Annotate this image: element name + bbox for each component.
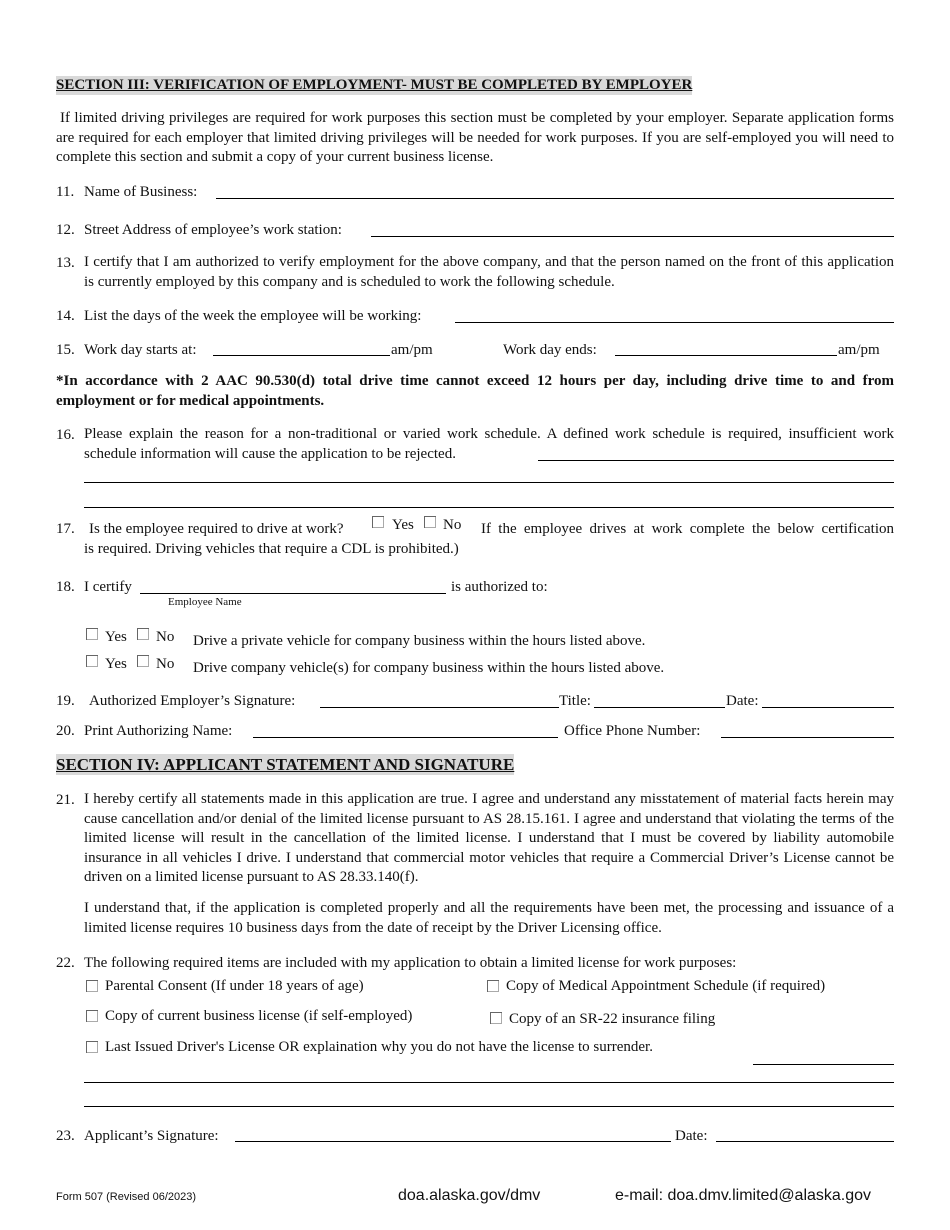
work-days-field[interactable] (455, 322, 894, 323)
email-contact[interactable]: e-mail: doa.dmv.limited@alaska.gov (615, 1187, 872, 1204)
authorized-to-label: is authorized to: (451, 579, 548, 595)
business-name-field[interactable] (216, 198, 894, 199)
explanation-field-2[interactable] (84, 1082, 894, 1083)
business-license-checkbox[interactable] (86, 1010, 98, 1022)
private-vehicle-option: Drive a private vehicle for company business within the hours listed above. (193, 633, 646, 649)
title-label: Title: (559, 693, 591, 709)
work-start-ampm: am/pm (391, 342, 433, 358)
applicant-date-field[interactable] (716, 1141, 894, 1142)
q11-number: 11. (56, 184, 75, 200)
certify-label: I certify (84, 579, 132, 595)
sr22-label: Copy of an SR-22 insurance filing (509, 1011, 716, 1027)
explanation-field-3[interactable] (84, 1106, 894, 1107)
q21-number: 21. (56, 792, 75, 808)
drivers-license-label: Last Issued Driver's License OR explaination why you do not have the license to surrender. (105, 1039, 653, 1055)
sr22-checkbox[interactable] (490, 1012, 502, 1024)
applicant-date-label: Date: (675, 1128, 708, 1144)
q17-instruction-b: is required. Driving vehicles that require a CDL is prohibited.) (84, 541, 459, 557)
street-address-field[interactable] (371, 236, 894, 237)
schedule-explanation-field-1[interactable] (538, 460, 894, 461)
explanation-field-1[interactable] (753, 1064, 894, 1065)
medical-schedule-label: Copy of Medical Appointment Schedule (if required) (506, 978, 826, 994)
q22-number: 22. (56, 955, 75, 971)
q22-intro: The following required items are included with my application to obtain a limited license for work purposes: (84, 955, 737, 971)
company-vehicle-no-checkbox[interactable] (137, 655, 149, 667)
company-vehicle-option: Drive company vehicle(s) for company business within the hours listed above. (193, 660, 665, 676)
q15-number: 15. (56, 342, 75, 358)
medical-schedule-checkbox[interactable] (487, 980, 499, 992)
q19-number: 19. (56, 693, 75, 709)
form-number: Form 507 (Revised 06/2023) (56, 1191, 197, 1203)
q13-certification-text: I certify that I am authorized to verify employment for the above company, and that the person named on the front of this application is currently employed by this company and is scheduled to work the following schedule. (84, 254, 894, 290)
section-3-heading: SECTION III: VERIFICATION OF EMPLOYMENT- MUST BE COMPLETED BY EMPLOYER (56, 77, 693, 93)
q17-instruction-a: If the employee drives at work complete the below certification (481, 521, 894, 537)
work-days-label: List the days of the week the employee will be working: (84, 308, 422, 324)
parental-consent-label: Parental Consent (If under 18 years of age) (105, 978, 364, 994)
q21-statement-2: I understand that, if the application is completed properly and all the requirements have been met, the processing and issuance of a limited license requires 10 business days from the date of receipt by the Driver Licensing office. (84, 900, 894, 936)
drive-at-work-no-label: No (443, 517, 462, 533)
employer-signature-field[interactable] (320, 707, 559, 708)
q21-statement-1: I hereby certify all statements made in this application are true. I agree and understand any misstatement of material facts herein may cause cancellation and/or denial of the limited license pursuant to AS 28.15.161. I agree and understand that violating the terms of the limited license will result in the cancellation of the limited license. I understand that I must be covered by liability automobile insurance in all vehicles I drive. I understand that commercial motor vehicles that require a Commercial Driver’s License cannot be driven on a limited license pursuant to AS 28.33.140(f). (84, 791, 894, 886)
applicant-signature-field[interactable] (235, 1141, 671, 1142)
schedule-explanation-field-2[interactable] (84, 482, 894, 483)
employee-name-field[interactable] (140, 593, 446, 594)
employer-date-field[interactable] (762, 707, 894, 708)
q23-number: 23. (56, 1128, 75, 1144)
title-field[interactable] (594, 707, 725, 708)
q16-explanation-text: Please explain the reason for a non-traditional or varied work schedule. A defined work schedule is required, insufficient work schedule information will cause the application to be rejected. (84, 426, 894, 462)
drive-time-notice: *In accordance with 2 AAC 90.530(d) total drive time cannot exceed 12 hours per day, including drive time to and from employment or for medical appointments. (56, 373, 894, 409)
private-vehicle-yes-checkbox[interactable] (86, 628, 98, 640)
work-start-field[interactable] (213, 355, 390, 356)
drive-at-work-yes-checkbox[interactable] (372, 516, 384, 528)
street-address-label: Street Address of employee’s work station: (84, 222, 342, 238)
office-phone-field[interactable] (721, 737, 894, 738)
schedule-explanation-field-3[interactable] (84, 507, 894, 508)
office-phone-label: Office Phone Number: (564, 723, 701, 739)
q14-number: 14. (56, 308, 75, 324)
business-name-label: Name of Business: (84, 184, 198, 200)
work-start-label: Work day starts at: (84, 342, 197, 358)
employer-signature-label: Authorized Employer’s Signature: (89, 693, 296, 709)
private-vehicle-yes-label: Yes (105, 629, 127, 645)
drivers-license-checkbox[interactable] (86, 1041, 98, 1053)
applicant-signature-label: Applicant’s Signature: (84, 1128, 219, 1144)
q20-number: 20. (56, 723, 75, 739)
private-vehicle-no-checkbox[interactable] (137, 628, 149, 640)
company-vehicle-yes-checkbox[interactable] (86, 655, 98, 667)
company-vehicle-no-label: No (156, 656, 175, 672)
business-license-label: Copy of current business license (if self-employed) (105, 1008, 413, 1024)
section-4-heading: SECTION IV: APPLICANT STATEMENT AND SIGNATURE (56, 755, 515, 774)
print-name-label: Print Authorizing Name: (84, 723, 233, 739)
q13-number: 13. (56, 255, 75, 271)
q18-number: 18. (56, 579, 75, 595)
employee-name-caption: Employee Name (168, 596, 242, 608)
drive-at-work-no-checkbox[interactable] (424, 516, 436, 528)
work-end-ampm: am/pm (838, 342, 880, 358)
drive-at-work-yes-label: Yes (392, 517, 414, 533)
print-name-field[interactable] (253, 737, 558, 738)
website-link[interactable]: doa.alaska.gov/dmv (398, 1187, 541, 1204)
private-vehicle-no-label: No (156, 629, 175, 645)
q12-number: 12. (56, 222, 75, 238)
work-end-label: Work day ends: (503, 342, 597, 358)
q17-number: 17. (56, 521, 75, 537)
q16-number: 16. (56, 427, 75, 443)
work-end-field[interactable] (615, 355, 837, 356)
section-3-intro: If limited driving privileges are required for work purposes this section must be completed by your employer. Separate application forms are required for each employer that limited driving privileges will be needed for work purposes. If you are self-employed you will need to complete this section and submit a copy of your current business license. (56, 110, 894, 166)
company-vehicle-yes-label: Yes (105, 656, 127, 672)
employer-date-label: Date: (726, 693, 759, 709)
drive-at-work-question: Is the employee required to drive at work? (89, 521, 344, 537)
parental-consent-checkbox[interactable] (86, 980, 98, 992)
